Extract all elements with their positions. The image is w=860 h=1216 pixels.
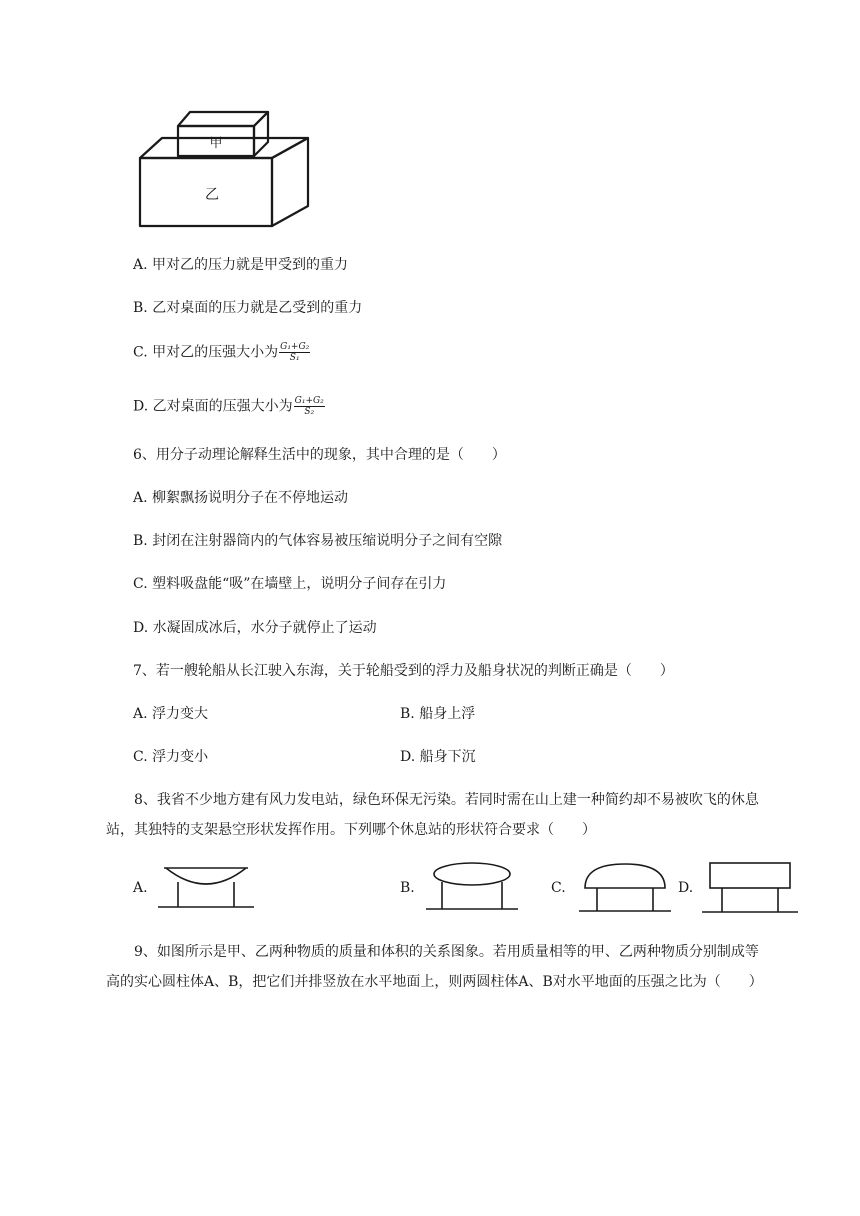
q5-option-c-text: C. 甲对乙的压强大小为 bbox=[133, 344, 279, 361]
q8-option-b-label: B. bbox=[400, 880, 415, 896]
stacked-blocks-figure bbox=[128, 104, 318, 230]
q7-option-c: C. 浮力变小 bbox=[133, 749, 209, 765]
q7-stem: 7、若一艘轮船从长江驶入东海，关于轮船受到的浮力及船身状况的判断正确是（ ） bbox=[133, 663, 674, 679]
q8-stem: 8、我省不少地方建有风力发电站，绿色环保无污染。若同时需在山上建一种简约却不易被吹飞的休息站，其独特的支架悬空形状发挥作用。下列哪个休息站的形状符合要求（ ） bbox=[106, 792, 759, 838]
q6-option-d: D. 水凝固成冰后，水分子就停止了运动 bbox=[133, 620, 377, 636]
fraction-denominator: S₂ bbox=[304, 407, 315, 417]
q8-option-d-shelter bbox=[700, 858, 800, 916]
q5-option-b: B. 乙对桌面的压力就是乙受到的重力 bbox=[133, 300, 363, 316]
q5-option-d-fraction bbox=[294, 396, 325, 417]
block-jia-label: 甲 bbox=[209, 136, 223, 151]
q7-option-a: A. 浮力变大 bbox=[133, 706, 209, 722]
q8-option-d-label: D. bbox=[678, 880, 694, 896]
q8-option-a-shelter bbox=[156, 860, 256, 912]
q7-option-d: D. 船身下沉 bbox=[400, 749, 476, 765]
q5-option-c bbox=[133, 342, 310, 363]
fraction-denominator: S₁ bbox=[289, 353, 300, 363]
q9-stem: 9、如图所示是甲、乙两种物质的质量和体积的关系图象。若用质量相等的甲、乙两种物质分别制成等高的实心圆柱体A、B，把它们并排竖放在水平地面上，则两圆柱体A、B对水平地面的压强之比为（ ） bbox=[106, 944, 763, 990]
fraction-numerator: G₁+G₂ bbox=[294, 396, 324, 406]
q8-option-c-shelter bbox=[575, 860, 675, 916]
q8-option-c-label: C. bbox=[551, 880, 566, 896]
q6-option-a: A. 柳絮飘扬说明分子在不停地运动 bbox=[133, 490, 349, 506]
q8-option-a-label: A. bbox=[133, 880, 148, 896]
q5-option-c-fraction bbox=[279, 342, 310, 363]
q5-option-d bbox=[133, 396, 325, 417]
q6-stem: 6、用分子动理论解释生活中的现象，其中合理的是（ ） bbox=[133, 447, 506, 463]
fraction-numerator: G₁+G₂ bbox=[280, 342, 310, 352]
q5-option-d-text: D. 乙对桌面的压强大小为 bbox=[133, 398, 293, 415]
q6-option-c: C. 塑料吸盘能“吸”在墙壁上，说明分子间存在引力 bbox=[133, 576, 447, 592]
q5-option-a: A. 甲对乙的压力就是甲受到的重力 bbox=[133, 257, 349, 273]
block-yi-label: 乙 bbox=[205, 187, 219, 203]
q8-option-b-shelter bbox=[422, 860, 522, 914]
q7-option-b: B. 船身上浮 bbox=[400, 706, 476, 722]
q6-option-b: B. 封闭在注射器筒内的气体容易被压缩说明分子之间有空隙 bbox=[133, 533, 503, 549]
